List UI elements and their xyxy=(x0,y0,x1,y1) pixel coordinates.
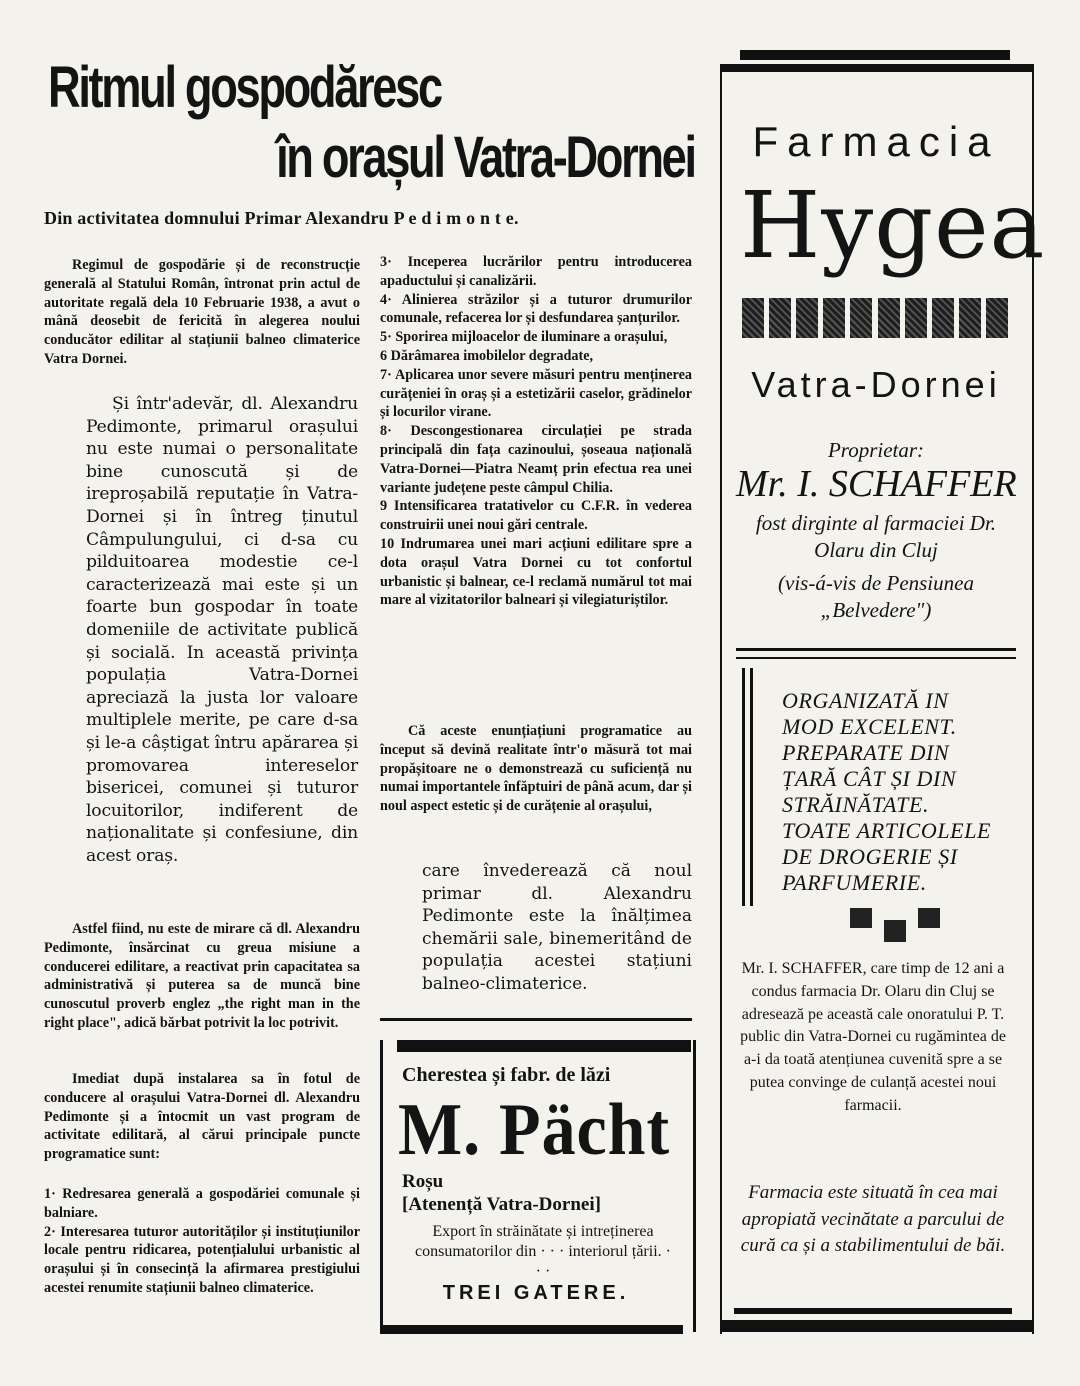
promo-line: STRĂINĂTATE. xyxy=(782,792,930,817)
article-paragraph-intro: Regimul de gospodărie și de reconstrucție generală al Statului Român, întronat prin actul de autoritate regală dela 10 Februarie 1938, a avut o mână deosebit de fericită în alegerea noului conducător edilitar al stațiunii balneo climaterice Vatra Dornei. xyxy=(44,257,360,367)
promo-line: DE DROGERIE ȘI xyxy=(782,844,958,869)
pharmacy-ad-side-bar xyxy=(742,668,745,906)
pharmacy-ad-label: Farmacia xyxy=(752,118,1000,165)
pharmacy-ad-body: Mr. I. SCHAFFER, care timp de 12 ani a condus farmacia Dr. Olaru din Cluj se adresează pe această cale onoratului P. T. public din Vatra-Dornei cu rugămintea de a-i da toată atențiunea cuvenită spre a se putea convinge de culanță acestei noui farmacii. xyxy=(740,960,1006,1114)
program-list-part2 xyxy=(380,253,692,610)
lumber-ad-slogan: TREI GATERE. xyxy=(442,1282,630,1304)
ornament-block xyxy=(905,298,927,338)
pharmacy-ad-proprietor-label: Proprietar: xyxy=(827,438,925,462)
article-paragraph-praise-text: Și într'adevăr, dl. Alexandru Pedimonte, primarul orașului nu este numai o personalitate bine cunoscută și de ireproșabilă reputație în Vatra-Dornei și în întreg ținutul Câmpulungului, ci d-sa cu pilduitoarea modestie ce-l caracterizează mai este și un foarte bun gospodar în toate domeniile de activitate publică și socială. In această privința populația Vatra-Dornei apreciază la justa lor valoare multiplele merite, pe care d-sa și le-a câștigat întru apărarea și promovarea intereselor bisericei, comunei și tuturor locuitorilor, indiferent de naționalitate și confesiune, din acest oraș. xyxy=(86,394,358,866)
lumber-ad-top-bar xyxy=(397,1040,691,1052)
list-item: 1· Redresarea generală a gospodăriei comunale și balniare. xyxy=(44,1186,360,1221)
pharmacy-ad-address: (vis-á-vis de Pensiunea „Belvedere") xyxy=(778,571,974,622)
list-item: 10 Indrumarea unei mari acțiuni edilitare spre a dota orașul Vatra Dornei cu tot confortul urbanistic și balnear, ce-l reclamă numărul tot mai mare al vizitatorilor balneari și vilegiaturiștilor. xyxy=(380,535,692,609)
article-subtitle: Din activitatea domnului Primar Alexandru P e d i m o n t e. xyxy=(44,208,519,228)
ornament-block xyxy=(742,298,764,338)
article-paragraph-results: Că aceste enunțiațiuni programatice au început să devină realitate într'o măsură tot mai propășitoare ne o demonstrează cu suficiență nu numai importantele înfăptuiri de până acum, dar și noul aspect estetic și de curățenie al orașului, xyxy=(380,723,692,815)
list-item: 7· Aplicarea unor severe măsuri pentru menținerea curățeniei în oraș și a estetizării caselor, grădinelor și locurilor virane. xyxy=(380,366,692,421)
pharmacy-ad-divider-2 xyxy=(736,657,1016,659)
promo-line: PARFUMERIE. xyxy=(782,870,927,895)
pharmacy-ad-top-bar xyxy=(740,50,1010,60)
list-item: 8· Descongestionarea circulației pe strada principală din fața cazinoului, șoseaua națională Vatra-Dornei—Piatra Neamț prin efectua rea unei variante județene peste câmpul Chilia. xyxy=(380,423,692,496)
lumber-ad-location-line2: [Atenență Vatra-Dornei] xyxy=(402,1194,601,1215)
pharmacy-ad-town: Vatra-Dornei xyxy=(751,364,1001,405)
pharmacy-ad-side-bar-2 xyxy=(750,668,753,906)
list-item: 9 Intensificarea tratativelor cu C.F.R. în vederea construirii unei noui gări centrale. xyxy=(380,498,692,534)
lumber-ad-location xyxy=(402,1170,682,1216)
pharmacy-ad-ornament-band xyxy=(742,298,1008,338)
pharmacy-ad-top-bar-2 xyxy=(720,64,1032,72)
pharmacy-ad-bottom-bar xyxy=(734,1308,1012,1314)
list-item: 5· Sporirea mijloacelor de iluminare a orașului, xyxy=(380,329,668,346)
column-divider-rule xyxy=(380,1018,692,1021)
article-paragraph-praise xyxy=(86,393,358,867)
article-paragraph-conclusion: care învederează că noul primar dl. Alexandru Pedimonte este la înălțimea chemării sale, binemeritând de populația acestei stațiuni balneo-climaterice. xyxy=(422,861,692,994)
ornament-block xyxy=(959,298,981,338)
pharmacy-ad-ornament xyxy=(846,906,942,946)
lumber-ad-company-name: M. Pächt xyxy=(398,1089,671,1171)
lumber-ad-bottom-bar xyxy=(380,1325,683,1334)
pharmacy-ad-bottom-bar-2 xyxy=(720,1320,1032,1332)
promo-line: PREPARATE DIN xyxy=(782,740,950,765)
list-item: 2· Interesarea tuturor autorităților și instituțiunilor locale pentru ridicarea, potențialului urbanistic al orașului și în consecință la afirmarea prestigiului acestei renumite stațiunii balneo climaterice. xyxy=(44,1223,360,1296)
article-paragraph-program: Imediat după instalarea sa în fotul de conducere al orașului Vatra-Dornei dl. Alexandru Pedimonte și a întocmit un vast program de activitate edilitară, al cărui principale puncte programatice sunt: xyxy=(44,1071,360,1163)
ornament-block xyxy=(878,298,900,338)
list-item: 3· Inceperea lucrărilor pentru introducerea apaductului și canalizării. xyxy=(380,254,692,289)
ornament-block xyxy=(796,298,818,338)
pharmacy-ad-divider xyxy=(736,648,1016,651)
ornament-block xyxy=(932,298,954,338)
ornament-block xyxy=(986,298,1008,338)
program-list-part1 xyxy=(44,1185,360,1298)
lumber-ad-headline: Cherestea și fabr. de lăzi xyxy=(402,1064,611,1086)
list-item: 4· Alinierea străzilor și a tuturor drumurilor comunale, refacerea lor și desfundarea șanțurilor. xyxy=(380,291,692,327)
ornament-block xyxy=(769,298,791,338)
pharmacy-ad-brand: Hygea xyxy=(740,172,1046,279)
promo-line: ORGANIZATĂ IN xyxy=(782,688,949,713)
pharmacy-ad-owner-description: fost dirginte al farmaciei Dr. Olaru din Cluj xyxy=(755,511,997,562)
ornament-block xyxy=(850,298,872,338)
promo-line: MOD EXCELENT. xyxy=(782,714,957,739)
list-item: 6 Dărâmarea imobilelor degradate, xyxy=(380,347,594,364)
article-paragraph-proverb: Astfel fiind, nu este de mirare că dl. Alexandru Pedimonte, însărcinat cu greua misiune a conducerei edilitare, a reactivat prin capacitatea sa administrativă și puterea sa de muncă bine cunoscutul proverb englez „the right man in the right place", adică bărbat potrivit la loc potrivit. xyxy=(44,921,360,1031)
pharmacy-ad-footer: Farmacia este situată în cea mai apropiată vecinătate a parcului de cură ca și a stabilimentului de băi. xyxy=(740,1182,1006,1257)
pharmacy-ad-owner: Mr. I. SCHAFFER xyxy=(736,463,1017,505)
article-headline-line1: Ritmul gospodăresc xyxy=(48,55,441,120)
ornament-block xyxy=(823,298,845,338)
lumber-ad-description: Export în străinătate și intreținerea consumatorilor din · · · interiorul țării. · · · xyxy=(415,1223,671,1280)
lumber-ad-location-line1: Roșu xyxy=(402,1171,444,1192)
promo-line: TOATE ARTICOLELE xyxy=(782,818,992,843)
pharmacy-ad-promo xyxy=(782,688,1018,896)
article-headline-line2: în orașul Vatra-Dornei xyxy=(276,125,695,190)
promo-line: ȚARĂ CÂT ȘI DIN xyxy=(782,766,957,791)
